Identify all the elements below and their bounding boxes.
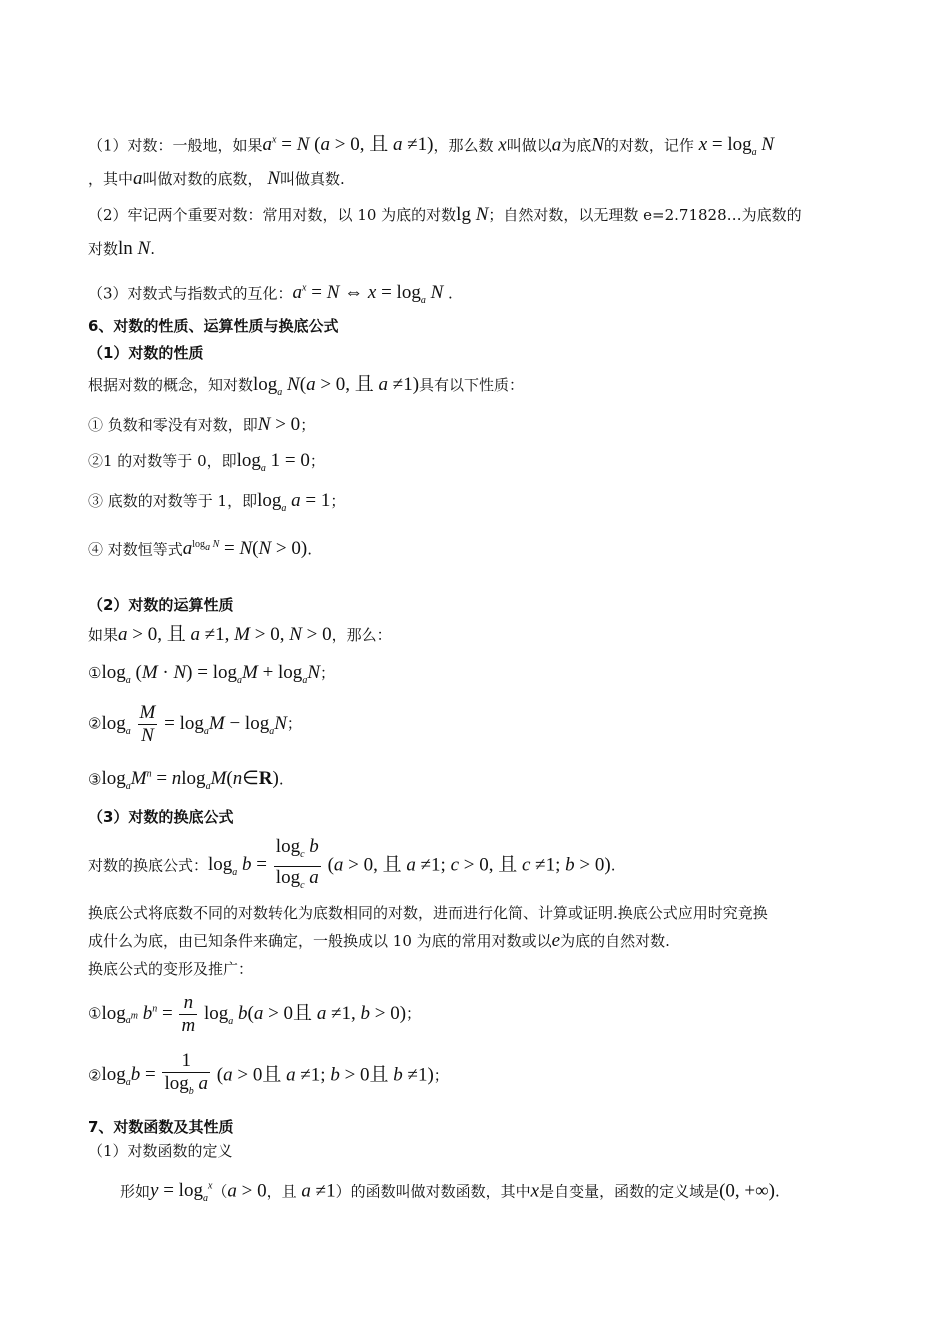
def-log-line1: （1）对数：一般地，如果$a^x = N$ (a > 0, 且 a ≠1)，那么数 x叫做以a为底N的对数，记作 $x = \log_a N$: [88, 134, 775, 159]
sub-log-operations: （2）对数的运算性质: [88, 596, 234, 614]
property-3: ③ 底数的对数等于 1，即$\log_a a = 1$；: [88, 490, 346, 514]
important-logs-line2: 对数ln N.: [88, 238, 156, 259]
fraction-m-over-n: $\frac{M}{N}$: [139, 702, 156, 746]
properties-intro: 根据对数的概念，知对数$\log_a N(a > 0$, 且 a ≠1)具有以下性质：: [88, 374, 525, 398]
important-logs-line1: （2）牢记两个重要对数：常用对数，以 10 为底的对数lg N；自然对数，以无理数 e=2.71828…为底数的: [88, 204, 802, 225]
change-of-base-para-2: 成什么为底，由已知条件来确定，一般换成以 10 为底的常用对数或以e为底的自然对数.: [88, 930, 670, 951]
sub-log-properties: （1）对数的性质: [88, 344, 204, 362]
sub-log-function-def: （1）对数函数的定义: [88, 1142, 233, 1160]
fraction-n-over-m: $\frac{n}{m}$: [181, 992, 196, 1036]
change-of-base-para-1: 换底公式将底数不同的对数转化为底数相同的对数，进而进行化简、计算或证明.换底公式应用时究竟换: [88, 904, 768, 922]
sub-change-of-base: （3）对数的换底公式: [88, 808, 234, 826]
change-of-base-formula: 对数的换底公式：$\log_a b$ = $\frac{\log_c b}{\log_c a}$ (a > 0, 且 a ≠1; c > 0, 且 c ≠1; b > 0).: [88, 836, 615, 897]
operation-product: $①\log_a$ $(M \cdot N) = \log_aM + \log_aN$；: [88, 662, 336, 686]
log-exp-conversion: （3）对数式与指数式的互化：$a^x = N$ ⇔ $x = \log_a N$ .: [88, 282, 453, 307]
def-log-line2: ，其中a叫做对数的底数， N叫做真数.: [88, 168, 345, 189]
operations-condition: 如果a > 0, 且 a ≠1, M > 0, N > 0，那么：: [88, 624, 392, 645]
formula-x-log: $x = \log_a N$: [698, 134, 775, 159]
log-function-definition: 形如$y = \log_a^x(a > 0$，且 a ≠1）的函数叫做对数函数，其中x是自变量，函数的定义域是(0, +∞).: [120, 1180, 780, 1205]
section-6-title: 6、对数的性质、运算性质与换底公式: [88, 317, 339, 335]
variants-intro: 换底公式的变形及推广：: [88, 960, 254, 978]
variant-2: $②\log_ab$ = $\frac{1}{\log_b a}$ (a > 0且 a ≠1; b > 0且 b ≠1)；: [88, 1050, 449, 1103]
fraction-change-of-base: $\frac{\log_c b}{\log_c a}$: [275, 836, 319, 891]
section-7-title: 7、对数函数及其性质: [88, 1118, 234, 1136]
property-2: ②1 的对数等于 0，即$\log_a 1 = 0$；: [88, 450, 325, 474]
formula-ax-eq-n: $a^x = N$ (a > 0, 且 a ≠1): [262, 134, 434, 156]
operation-power: $③\log_aM^n$ = nlog$_a$M(n∈R).: [88, 768, 284, 793]
property-1: ① 负数和零没有对数，即N > 0；: [88, 414, 316, 435]
property-4: ④ 对数恒等式$a^{log_a N} = N(N > 0)$.: [88, 538, 312, 560]
fraction-reciprocal: $\frac{1}{\log_b a}$: [164, 1050, 209, 1097]
variant-1: $①\log_{a^m}$ $b^n$ = $\frac{n}{m}$ $\log_a b(a > 0$且 a ≠1, b > 0)；: [88, 992, 422, 1036]
operation-quotient: $②\log_a$ $\frac{M}{N}$ = $\log_aM - \log_aN$；: [88, 702, 302, 746]
